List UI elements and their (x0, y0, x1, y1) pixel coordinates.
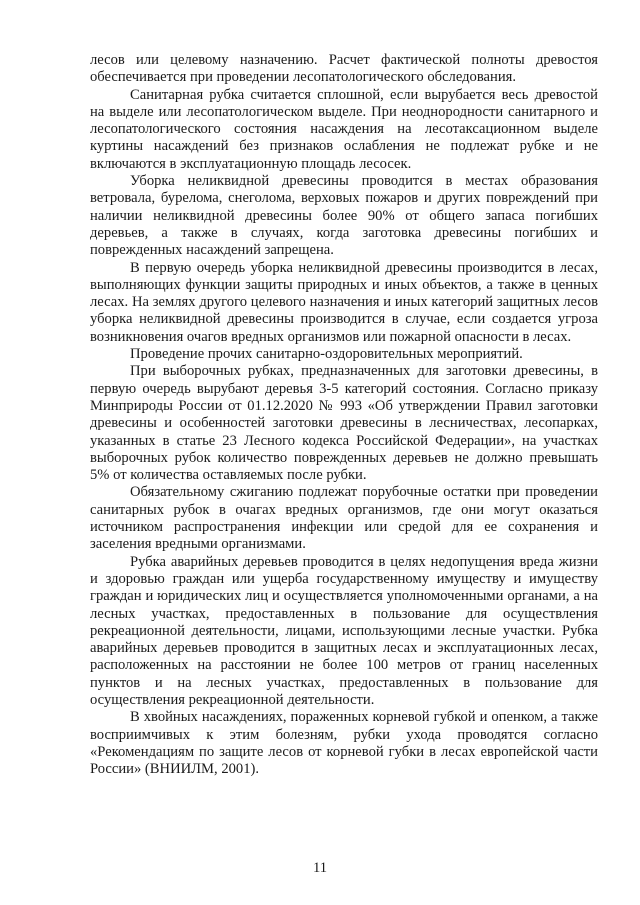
page-number: 11 (312, 860, 328, 876)
paragraph-5: Проведение прочих санитарно-оздоровительных мероприятий. (130, 346, 523, 363)
paragraph-3: Уборка неликвидной древесины проводится в местах образования ветровала, бурелома, снеголома, верховых пожаров и других повреждений при наличии неликвидной древесины более 90% от общего запаса погибших деревьев, а также в случаях, когда заготовка древесины погибших и поврежденных насаждений запрещена. (90, 173, 598, 259)
paragraph-4: В первую очередь уборка неликвидной древесины производится в лесах, выполняющих функции защиты природных и иных объектов, а также в ценных лесах. На землях другого целевого назначения и иных категорий защитных лесов уборка неликвидной древесины производится в случае, если создается угроза возникновения очагов вредных организмов или пожарной опасности в лесах. (90, 259, 598, 345)
paragraph-7: Обязательному сжиганию подлежат порубочные остатки при проведении санитарных рубок в очагах вредных организмов, где они могут оказаться источником распространения инфекции или средой для ее сохранения и заселения вредными организмами. (90, 484, 598, 553)
paragraph-6: При выборочных рубках, предназначенных для заготовки древесины, в первую очередь вырубают деревья 3-5 категорий состояния. Согласно приказу Минприроды России от 01.12.2020 № 993 «Об утверждении Правил заготовки древесины и особенностей заготовки древесины в лесничествах, лесопарках, указанных в статье 23 Лесного кодекса Российской Федерации», на участках выборочных рубок количество поврежденных деревьев не должно превышать 5% от количества оставляемых после рубки. (90, 363, 598, 484)
paragraph-2: Санитарная рубка считается сплошной, если вырубается весь древостой на выделе или лесопатологическом выделе. При неоднородности санитарного и лесопатологического состояния насаждения на лесотаксационном выделе куртины насаждений без признаков ослабления не подлежат рубке и не включаются в эксплуатационную площадь лесосек. (90, 86, 598, 172)
paragraph-1: лесов или целевому назначению. Расчет фактической полноты древостоя обеспечивается при проведении лесопатологического обследования. (90, 52, 598, 86)
document-body (90, 52, 598, 778)
paragraph-9: В хвойных насаждениях, пораженных корневой губкой и опенком, а также восприимчивых к этим болезням, рубки ухода проводятся согласно «Рекомендациям по защите лесов от корневой губки в лесах европейской части России» (ВНИИЛМ, 2001). (90, 709, 598, 778)
paragraph-8: Рубка аварийных деревьев проводится в целях недопущения вреда жизни и здоровью граждан или ущерба государственному имуществу и имуществу граждан и юридических лиц и осуществляется уполномоченными органами, а на лесных участках, предоставленных в пользование для осуществления рекреационной деятельности, лицами, использующими лесные участки. Рубка аварийных деревьев проводится в защитных лесах и эксплуатационных лесах, расположенных на расстоянии не более 100 метров от границ населенных пунктов и на лесных участках, предоставленных в пользование для осуществления рекреационной деятельности. (90, 553, 598, 708)
